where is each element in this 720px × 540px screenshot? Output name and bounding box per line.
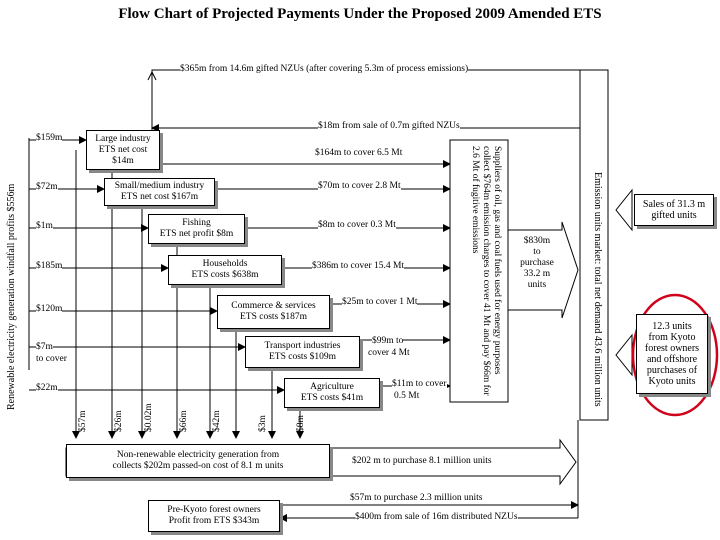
nonrenew-flow-label: $202 m to purchase 8.1 million units xyxy=(352,456,492,466)
suppliers-box-text: Suppliers of oil, gas and coal fuels used for energy purposes collect $764m emission charges to cover 41 Mt and pay $66m for 2.6 Mt of fugitive emissions xyxy=(470,146,502,396)
sector-name: Agriculture xyxy=(310,382,354,392)
purchase-line: units xyxy=(527,280,547,290)
left-amount-5: $120m xyxy=(36,304,63,314)
kyoto-line: and offshore xyxy=(646,354,698,365)
flow-label-1: $164m to cover 6.5 Mt xyxy=(315,148,403,158)
flow-label-3: $8m to cover 0.3 Mt xyxy=(318,220,396,230)
prekyoto-sale-label: $400m from sale of 16m distributed NZUs xyxy=(355,512,518,522)
sector-households xyxy=(168,255,282,285)
kyoto-line: purchases of xyxy=(646,365,698,376)
right-column-label: Emission units market: total net demand 43.6 million units xyxy=(592,172,603,407)
nonrenewable-box xyxy=(66,444,330,478)
sales-line: Sales of 31.3 m xyxy=(642,199,706,210)
left-amount-6b: to cover xyxy=(36,354,67,364)
sector-cost: ETS costs $187m xyxy=(239,312,308,322)
sales-line: gifted units xyxy=(651,210,697,221)
purchase-line: 33.2 m xyxy=(523,269,551,279)
purchase-line: purchase xyxy=(520,258,554,268)
sector-small-medium-industry xyxy=(104,178,215,206)
purchase-line: $830m xyxy=(523,236,551,246)
sector-name: Commerce & services xyxy=(231,301,316,311)
sector-cost: ETS net cost xyxy=(98,144,148,155)
prekyoto-line: Profit from ETS $343m xyxy=(168,516,260,526)
vertical-amount-1: $57m xyxy=(78,410,88,432)
left-amount-1: $159m xyxy=(36,133,63,143)
nonrenew-line: Non-renewable electricity generation from xyxy=(116,450,280,460)
kyoto-line: 12.3 units xyxy=(652,321,692,332)
flow-label-2: $70m to cover 2.8 Mt xyxy=(318,181,401,191)
sector-cost: ETS costs $638m xyxy=(191,270,259,280)
prekyoto-flow-label: $57m to purchase 2.3 million units xyxy=(350,493,483,503)
sector-name: Small/medium industry xyxy=(114,181,205,191)
sector-cost: ETS net cost $167m xyxy=(120,192,199,202)
sector-cost: ETS net profit $8m xyxy=(159,229,234,239)
purchase-box xyxy=(512,236,562,291)
top-flow-label: $365m from 14.6m gifted NZUs (after covering 5.3m of process emissions) xyxy=(180,64,469,74)
flow-label-6b: cover 4 Mt xyxy=(368,348,410,358)
left-amount-6: $7m xyxy=(36,342,53,352)
sector-large-industry xyxy=(86,130,160,170)
vertical-amount-4: $66m xyxy=(179,410,189,432)
prekyoto-box xyxy=(148,500,280,532)
chart-title: Flow Chart of Projected Payments Under the Proposed 2009 Amended ETS xyxy=(118,6,602,22)
flow-label-7: $11m to cover xyxy=(392,379,447,389)
sector-agriculture xyxy=(284,378,380,408)
kyoto-line: Kyoto units xyxy=(648,376,696,387)
sector-name: Transport industries xyxy=(264,341,341,351)
vertical-amount-7: $8m xyxy=(296,415,306,432)
sector-name: Large industry xyxy=(95,133,151,144)
left-amount-3: $1m xyxy=(36,221,53,231)
sector-cost: ETS costs $109m xyxy=(268,352,337,362)
left-amount-7: $22m xyxy=(36,383,58,393)
flow-label-7b: 0.5 Mt xyxy=(394,391,420,401)
sector-cost-value: $14m xyxy=(112,155,134,166)
flow-label-4: $386m to cover 15.4 Mt xyxy=(312,261,405,271)
kyoto-box xyxy=(636,314,708,394)
prekyoto-line: Pre-Kyoto forest owners xyxy=(167,505,261,515)
sector-name: Households xyxy=(202,259,248,269)
kyoto-line: from Kyoto xyxy=(648,332,696,343)
vertical-amount-6: $3m xyxy=(258,415,268,432)
sector-fishing xyxy=(148,214,245,244)
sector-name: Fishing xyxy=(182,218,211,228)
left-amount-4: $185m xyxy=(36,261,63,271)
sector-transport-industries xyxy=(245,336,360,368)
nonrenew-line: collects $202m passed-on cost of 8.1 m units xyxy=(112,461,284,471)
sector-cost: ETS costs $41m xyxy=(300,393,364,403)
vertical-amount-2: $26m xyxy=(114,410,124,432)
nzu-sale-label: $18m from sale of 0.7m gifted NZUs xyxy=(318,121,460,131)
vertical-amount-5: $42m xyxy=(212,410,222,432)
purchase-line: to xyxy=(533,247,541,257)
sales-box xyxy=(634,194,714,226)
sector-commerce-services xyxy=(217,295,330,329)
left-amount-2: $72m xyxy=(36,182,58,192)
vertical-amount-3: $0.02m xyxy=(144,403,154,432)
flow-label-6: $99m to xyxy=(372,336,404,346)
flow-label-5: $25m to cover 1 Mt xyxy=(342,297,418,307)
kyoto-line: forest owners xyxy=(644,343,700,354)
left-column-label: Renewable electricity generation windfall profits $556m xyxy=(6,183,17,410)
